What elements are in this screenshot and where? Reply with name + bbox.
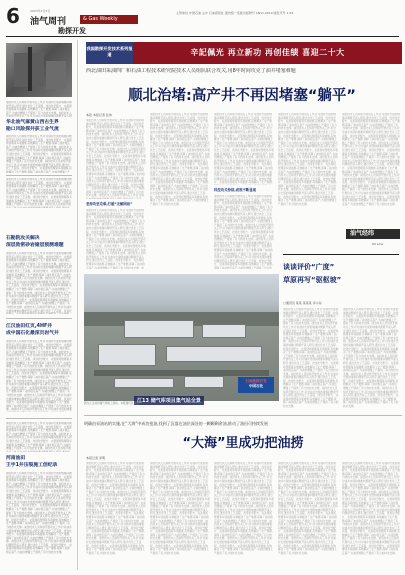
left-headline-3b: 成中国石化最深页岩气井 [6, 331, 59, 336]
sidebar-section-en: Oil Line [372, 242, 384, 246]
bottom-article-deck: 明确由采油站的实施,在“大海”中成功抢油,找到了沉落在油层深处的一颗颗剩余油,推动了油田可持续发展 [84, 421, 268, 426]
sidebar-section-title: 油气经纬 [346, 229, 400, 239]
article-body-col-2: 油田技术人员持续开展攻关工作,针对油井出现的堵塞问题展开深入研究,通过优化工艺流程、改进化学配方、完善现场管理等多项措施,有效解决了生产难题,保障了油井稳定高产,为油田增储上产提供了有力的技术支撑。油田技术人员持续开展攻关工作,针对油井出现的堵塞问题展开深入研究,通过优化工艺流程、改进化学配方、完善现场管理等多项措施,有效解决了生产难题,保障了油井稳定高产,为油田增储上产提供了有力的技术支撑。油田技术人员持续开展攻关工作,针对油井出现的堵塞问题展开深入研究,通过优化工艺流程、改进化学配方、完善现场管理等多项措施,有效解决了生产难题,保障了油井稳定高产,为油田增储上产提供了有力的技术支撑。油田技术人员持续开展攻关工作,针对油井出现的堵塞问题展开深入研究,通过优化工艺流程、改进化学配方、完善现场管理等多项措施,有效解决了生产难题,保障了油井稳定高产,为油田增储上产提供了有力的技术支撑。油田技术人员持续开展攻关工作,针对油井出现的堵塞问题展开深入研究,通过优化工艺流程、改进化学配方、完善现场管理等多项措施,有效解决了生产难题,保障了油井稳定高产,为油田增储上产提供了有力的技术支撑。油田技术人员持续开展攻关工作,针对油井出现的堵塞问题展开深入研究,通过优化工艺流程、改进化学配方、完善现场管理等多项措施,有效解决了生产难题,保障了油井稳定高产,为油田增储上产提供了有力的技术支撑。 [150, 113, 210, 206]
article-deck: 西北油田采油四厂和石油工程技术研究院技术人员组队联合攻关,用8年时间攻克了油井堵塞难题 [86, 68, 296, 74]
sidebar-body-col-1: 油田技术人员持续开展攻关工作,针对油井出现的堵塞问题展开深入研究,通过优化工艺流程、改进化学配方、完善现场管理等多项措施,有效解决了生产难题,保障了油井稳定高产,为油田增储上产提供了有力的技术支撑。油田技术人员持续开展攻关工作,针对油井出现的堵塞问题展开深入研究,通过优化工艺流程、改进化学配方、完善现场管理等多项措施,有效解决了生产难题,保障了油井稳定高产,为油田增储上产提供了有力的技术支撑。油田技术人员持续开展攻关工作,针对油井出现的堵塞问题展开深入研究,通过优化工艺流程、改进化学配方、完善现场管理等多项措施,有效解决了生产难题,保障了油井稳定高产,为油田增储上产提供了有力的技术支撑。油田技术人员持续开展攻关工作,针对油井出现的堵塞问题展开深入研究,通过优化工艺流程、改进化学配方、完善现场管理等多项措施,有效解决了生产难题,保障了油井稳定高产,为油田增储上产提供了有力的技术支撑。油田技术人员持续开展攻关工作,针对油井出现的堵塞问题展开深入研究,通过优化工艺流程、改进化学配方、完善现场管理等多项措施,有效解决了生产难题,保障了油井稳定高产,为油田增储上产提供了有力的技术支撑。油田技术人员持续开展攻关工作,针对油井出现的堵塞问题展开深入研究,通过优化工艺流程、改进化学配方、完善现场管理等多项措施,有效解决了生产难题,保障了油井稳定高产,为油田增储上产提供了有力的技术支撑。 [283, 308, 339, 409]
article-byline: 本报 本报记者 张伟 [86, 113, 112, 117]
article-body-col-5: 油田技术人员持续开展攻关工作,针对油井出现的堵塞问题展开深入研究,通过优化工艺流程、改进化学配方、完善现场管理等多项措施,有效解决了生产难题,保障了油井稳定高产,为油田增储上产提供了有力的技术支撑。油田技术人员持续开展攻关工作,针对油井出现的堵塞问题展开深入研究,通过优化工艺流程、改进化学配方、完善现场管理等多项措施,有效解决了生产难题,保障了油井稳定高产,为油田增储上产提供了有力的技术支撑。油田技术人员持续开展攻关工作,针对油井出现的堵塞问题展开深入研究,通过优化工艺流程、改进化学配方、完善现场管理等多项措施,有效解决了生产难题,保障了油井稳定高产,为油田增储上产提供了有力的技术支撑。油田技术人员持续开展攻关工作,针对油井出现的堵塞问题展开深入研究,通过优化工艺流程、改进化学配方、完善现场管理等多项措施,有效解决了生产难题,保障了油井稳定高产,为油田增储上产提供了有力的技术支撑。油田技术人员持续开展攻关工作,针对油井出现的堵塞问题展开深入研究,通过优化工艺流程、改进化学配方、完善现场管理等多项措施,有效解决了生产难题,保障了油井稳定高产,为油田增储上产提供了有力的技术支撑。油田技术人员持续开展攻关工作,针对油井出现的堵塞问题展开深入研究,通过优化工艺流程、改进化学配方、完善现场管理等多项措施,有效解决了生产难题,保障了油井稳定高产,为油田增储上产提供了有力的技术支撑。 [342, 113, 400, 206]
sub-section-title: 勘探开发 [58, 27, 86, 35]
series-banner-slogan: 辛記佩光 再立新功 再创佳绩 喜迎二十大 [133, 42, 402, 64]
column-divider [77, 40, 78, 570]
header-divider [6, 36, 399, 37]
sidebar-byline: □通讯员 某某 某某某 李小东 [283, 301, 322, 305]
bottom-article-headline: “大海”里成功把油捞 [182, 436, 304, 451]
left-column-body: 油田技术人员持续开展攻关工作,针对油井出现的堵塞问题展开深入研究,通过优化工艺流程、改进化学配方、完善现场管理等多项措施,有效解决了生产难题,保障了油井稳定高产,为油田增储上产提供了有力的技术支撑。油田技术人员持续开展攻关工作,针对油井出现的堵塞问题展开深入研究,通过优化工艺流程、改进化学配方、完善现场管理等多项措施,有效解决了生产难题,保障了油井稳定高产,为油田增储上产提供了有力的技术支撑。油田技术人员持续开展 [6, 178, 72, 207]
article-body-col-3: 油田技术人员持续开展攻关工作,针对油井出现的堵塞问题展开深入研究,通过优化工艺流程、改进化学配方、完善现场管理等多项措施,有效解决了生产难题,保障了油井稳定高产,为油田增储上产提供了有力的技术支撑。油田技术人员持续开展攻关工作,针对油井出现的堵塞问题展开深入研究,通过优化工艺流程、改进化学配方、完善现场管理等多项措施,有效解决了生产难题,保障了油井稳定高产,为油田增储上产提供了有力的技术支撑。油田技术人员持续开展攻关工作,针对油井出现的堵塞问题展开深入研究,通过优化工艺流程、改进化学配方、完善现场管理等多项措施,有效解决了生产难题,保障了油井稳定高产,为油田增储上产提供了有力的技术支撑。油田技术人员持续开展攻关工作,针对油井出现的堵塞问题展开深入研究,通过优化工艺流程、改进化学配方、完善现场管理等多项措施,有效解决了生产难题,保障了油井稳定高产,为油田增储上产提供了有力的技术支撑。油田技术人员持续开展攻关工作,针对油井出现的堵塞问题展开深入研究,通过优化工艺流程、改进化学配方、完善现场管理等多项措施,有效解决了生产难题, [214, 113, 274, 185]
article-body-col-1b: 油田技术人员持续开展攻关工作,针对油井出现的堵塞问题展开深入研究,通过优化工艺流程、改进化学配方、完善现场管理等多项措施,有效解决了生产难题,保障了油井稳定高产,为油田增储上产提供了有力的技术支撑。油田技术人员持续开展攻关工作,针对油井出现的堵塞问题展开深入研究,通过优化工艺流程、改进化学配方、完善现场管理等多项措施,有效解决了生产难题,保障了油井稳定高产,为油田增储上产提供了有力的技术支撑。油田技术人员持续开展攻关工作,针对油井出现的堵塞问题展开深入研究,通过优化工艺流程、改进化学配方、完善现场管理等多项措施,有效解决了生产难题,保障了油井稳定高产,为油田增储上产提供了有力的技术支撑。油田技术人员持续开展攻关工作,针对油井出现的堵塞问题展开深入研究,通过优化工艺流程、改进化学配方、完善现场管理等多项措施,有效解决了生产难题,保障了油井稳定高产,为油田增储上产提供了有力的技术支撑。油 [86, 209, 146, 269]
photo-banner: 江13 储气库项目集气站全景 [134, 396, 204, 405]
left-divider [6, 175, 72, 176]
left-divider [6, 418, 72, 419]
left-column-body: 油田技术人员持续开展攻关工作,针对油井出现的堵塞问题展开深入研究,通过优化工艺流程、改进化学配方、完善现场管理等多项措施,有效解决了生产难题,保障了油井稳定高产,为油田增储上产提供了有力的技术支撑。油田技术人员持续开展攻关工作,针对油井出现的堵塞问题展开深入研究,通过优化工艺流程、改进化学配方、完善现场管理等多项措施,有效解决了生产难题,保障了油井稳定高产,为油田增储上产提供了有力的技术支撑。油田技术人员持续开展攻关工作,针对油井出现的堵塞问题展开深入研究,通过优化工艺流程、改进化学配方、完善现场管理等多项措施,有效解决了生产难题,保障了油井稳定高产,为油田增储上产提供了有力的技术支撑。油田技术人员持续开展攻关工作,针对油井出现的堵塞问题展开深入研究,通过优化工艺流程、改进化学配方、完善现场管理等多项措施,有效解决了生产难题,保障了油井稳定高产,为油田增储上产提供了有力的技术支撑。油田技术人员持续开展攻关工作,针对油井出现的堵塞问题展开深入研究,通过优化工艺流程、改进化学配方、完善现场管理等多项措施,有效解决了生产难题,保障了油井稳定高产,为油田增储上产提供了有力的技术支撑。油田技术人员持续开展攻关工作,针对油井出现的堵塞问题展开深入研究,通过优化工艺流程、改进化学配方、完善现场管理等多项措施,有效解决了生产难题,保障了油井稳定高产,为油田增储上产提供了有力的技术支撑。 [6, 472, 72, 555]
left-headline-2b: 深层致密砂岩储层预测难题 [6, 243, 64, 248]
left-column-body: 油田技术人员持续开展攻关工作,针对油井出现的堵塞问题展开深入研究,通过优化工艺流程、改进化学配方、完善现场管理等多项措施,有效解决了生产难题,保障了油井稳定高产,为油田增储上产提供了有力的技术支撑。油田技术人员持续开展攻关工作,针对油井出现的堵塞问题展开深入研究,通过优化工艺流程、改进化学配方、完善现场管理等多项措施,有效解决了生产难题,保障了油井稳定高产,为油田增储上产提供了有力的技术支撑。油田技术人员持续开展攻关工作,针对油井出现的堵塞问题展开深入研究,通过优化工艺流程、改进化学配方、完善现场管理等多项措施,有效解决了生产难题,保障了油井稳定高产,为油田增储上产提供了有力的技术支撑。油田技术人员持续开展攻关工作,针对油井出现的堵塞问题展开深入研究,通过优化工艺流程、改进化学配方、完善现场管理等多项措施,有效解决了生产难题,保障了油井稳定高产,为油田增储上产提供了有力的技术支撑。油田技术人员持续开展攻关工作,针对油井出现的堵塞问题展开深入研究,通过优化工艺流程、改进化学配方、完善现场管理等多项措施,有效解决了生产难题,保障了油井稳定高产,为油田增储上产提供了有力的技术支撑。油田技术人员持续开展攻关工作,针对油井出现的堵塞 [6, 340, 72, 412]
sidebar-body-col-2: 油田技术人员持续开展攻关工作,针对油井出现的堵塞问题展开深入研究,通过优化工艺流程、改进化学配方、完善现场管理等多项措施,有效解决了生产难题,保障了油井稳定高产,为油田增储上产提供了有力的技术支撑。油田技术人员持续开展攻关工作,针对油井出现的堵塞问题展开深入研究,通过优化工艺流程、改进化学配方、完善现场管理等多项措施,有效解决了生产难题,保障了油井稳定高产,为油田增储上产提供了有力的技术支撑。油田技术人员持续开展攻关工作,针对油井出现的堵塞问题展开深入研究,通过优化工艺流程、改进化学配方、完善现场管理等多项措施,有效解决了生产难题,保障了油井稳定高产,为油田增储上产提供了有力的技术支撑。油田技术人员持续开展攻关工作,针对油井出现的堵塞问题展开深入研究,通过优化工艺流程、改进化学配方、完善现场管理等多项措施,有效解决了生产难题,保障了油井稳定高产,为油田增储上产提供了有力的技术支撑。油田技术人员持续开展攻关工作,针对油井出现的堵塞问题展开深入研究,通过优化工艺流程、改进化学配方、完善现场管理等多项措施,有效解决了生产难题,保障了油井稳定高产,为油田增储上产提供了有力的技术支撑。油田技术人员持续开展攻关工作,针对油井出现的堵塞问题展开深入研究,通过优化工艺流程、改进化学配方、完善现场管理等多项措施,有效解决了生产难题,保障了油井稳定高产,为油田增储上产提供了有力的技术支撑。 [343, 308, 399, 409]
left-column-photo [6, 43, 72, 97]
article-body-col-1: 油田技术人员持续开展攻关工作,针对油井出现的堵塞问题展开深入研究,通过优化工艺流程、改进化学配方、完善现场管理等多项措施,有效解决了生产难题,保障了油井稳定高产,为油田增储上产提供了有力的技术支撑。油田技术人员持续开展攻关工作,针对油井出现的堵塞问题展开深入研究,通过优化工艺流程、改进化学配方、完善现场管理等多项措施,有效解决了生产难题,保障了油井稳定高产,为油田增储上产提供了有力的技术支撑。油田技术人员持续开展攻关工作,针对油井出现的堵塞问题展开深入研究,通过优化工艺流程、改进化学配方、完善现场管理等多项措施,有效解决了生产难题,保障了油井稳定高产,为油田增储上产提供了有力的技术支撑。油田技术人员持续开展攻关工作,针对油井出现的堵塞问题展开深入研究,通过优化工艺流程、改进化学配方、完善现场管理等多项措施,有效解决了生产难题,保障了油井稳定高产,为油田增储上产提供了有力的技术支撑。油田技术人员持续开展攻关工作,针对油井出现的堵塞问题展开深入研究,通过优化工艺流程、改进化学配方、完善现场管理等多项措施,有效解决了生产难题,保障了油井稳定高产,为油田增储上产提供了有力的技术支撑。油田技术人员持续开展攻关工作,针对油 [86, 119, 146, 198]
left-headline-1a: 华北油气麻黄山西古生界 [6, 120, 59, 125]
sponsor-logo [238, 377, 274, 393]
article-subhead-2: 科技攻关持续,成效不断显现 [214, 188, 256, 192]
masthead-info: 主管单位 中国石油 主办 石油商报社 国内统一连续出版物号 CN11-0019 邮发代号 1-52 [176, 11, 294, 15]
left-headline-1b: 勘口风险探井获工业气流 [6, 127, 59, 132]
bottom-body-col-2: 油田技术人员持续开展攻关工作,针对油井出现的堵塞问题展开深入研究,通过优化工艺流程、改进化学配方、完善现场管理等多项措施,有效解决了生产难题,保障了油井稳定高产,为油田增储上产提供了有力的技术支撑。油田技术人员持续开展攻关工作,针对油井出现的堵塞问题展开深入研究,通过优化工艺流程、改进化学配方、完善现场管理等多项措施,有效解决了生产难题,保障了油井稳定高产,为油田增储上产提供了有力的技术支撑。油田技术人员持续开展攻关工作,针对油井出现的堵塞问题展开深入研究,通过优化工艺流程、改进化学配方、完善现场管理等多项措施,有效解决了生产难题,保障了油井稳定高产,为油田增储上产提供了有力的技术支撑。油田技术人员持续开展攻关工作,针对油井出现的堵塞问题展开深入研究,通过优化工艺流程、改进化学配方、完善现场管理等多项措施,有效解决了生产难题,保障了油井稳定高产,为油田增储上产提供了有力的技术支撑。油田技术人员持续开展攻关工作,针对油井出现的堵塞问题展开深入研究,通过优化工艺流程、改进化学配方、完善现场管理等多项措施,有效解决了生产难题,保障了油井稳定高产,为油田增储上产提供了有力的技术支撑。油田技术人员持续开展攻关工作,针对油井出现的堵塞问题展开深入研究,通过优化工艺流程、改进化学配方、完善现场管理等多项措施,有效解决了生产难题,保障了油井稳定高产,为油田增储上产提供了有力的技术支撑。 [150, 462, 210, 555]
main-headline: 顺北治堵:高产井不再因堵塞“躺平” [128, 88, 356, 104]
left-headline-3a: 江汉油田红页,4HF井 [6, 324, 53, 329]
left-headline-2a: 石勘院攻关解决 [6, 236, 40, 241]
article-subhead-1: 坚持攻坚克难,打破“无解困局” [86, 202, 133, 206]
left-column-body: 油田技术人员持续开展攻关工作,针对油井出现的堵塞问题展开深入研究,通过优化工艺流程、改进化学配方、完善现场管理等多项措施,有效解决了生产难题,保障了油井稳定高产,为油田增储上产提供了有力的技术支撑。油田技术人员持续开展攻关工作,针对油井出现的堵塞问题展开深入研究,通过优化工艺流程、改进化学配方、完善现场管理等多项措施,有效解决了生产难题,保障了油井稳定高产,为油田增储上产提供了有力的技术支撑。油田技术人员持续开展攻关工作,针对油井出现的堵塞问题展开深入研究,通过优化工艺流程、改进化学配方、完善现场管理等多项措施,有效解决了生产难题,保障了油井稳定高产,为油田增储上产提供了有力的技术支撑。油田技术人员持续开展攻关工作,针对油井出现的堵塞问题展开深入研究,通过优化工艺流程、改进化学配方、完善现场管理等多项措施,有效解决了生产难题,保障了油井稳定高产,为油田增储上产提供了有力的技术支撑。油田技术人员持续开展攻关工作,针对油井出现的堵塞问题展开深入研究,通过优化工艺流程、改进化 [6, 252, 72, 313]
bottom-body-col-5: 油田技术人员持续开展攻关工作,针对油井出现的堵塞问题展开深入研究,通过优化工艺流程、改进化学配方、完善现场管理等多项措施,有效解决了生产难题,保障了油井稳定高产,为油田增储上产提供了有力的技术支撑。油田技术人员持续开展攻关工作,针对油井出现的堵塞问题展开深入研究,通过优化工艺流程、改进化学配方、完善现场管理等多项措施,有效解决了生产难题,保障了油井稳定高产,为油田增储上产提供了有力的技术支撑。油田技术人员持续开展攻关工作,针对油井出现的堵塞问题展开深入研究,通过优化工艺流程、改进化学配方、完善现场管理等多项措施,有效解决了生产难题,保障了油井稳定高产,为油田增储上产提供了有力的技术支撑。油田技术人员持续开展攻关工作,针对油井出现的堵塞问题展开深入研究,通过优化工艺流程、改进化学配方、完善现场管理等多项措施,有效解决了生产难题,保障了油井稳定高产,为油田增储上产提供了有力的技术支撑。油田技术人员持续开展攻关工作,针对油井出现的堵塞问题展开深入研究,通过优化工艺流程、改进化学配方、完善现场管理等多项措施,有效解决了生产难题,保障了油井稳定高产,为油田增储上产提供了有力的技术支撑。油田技术人员持续开展攻关工作,针对油井出现的堵塞问题展开深入研究,通过优化工艺流程、改进化学配方、完善现场管理等多项措施,有效解决了生产难题,保障了油井稳定高产,为油田增储上产提供了有力的技术支撑。 [342, 462, 400, 555]
sponsor-logo-line-2: 中国石化 [248, 384, 264, 388]
sidebar-headline-2: 草原再写“驱枢坡” [283, 276, 342, 284]
sponsor-logo-line-1: 石油勘探开发 [245, 379, 267, 383]
weekly-logo: & Gas Weekly [80, 15, 138, 24]
left-headline-4a: 河南油田 [6, 456, 26, 461]
article-body-col-4: 油田技术人员持续开展攻关工作,针对油井出现的堵塞问题展开深入研究,通过优化工艺流程、改进化学配方、完善现场管理等多项措施,有效解决了生产难题,保障了油井稳定高产,为油田增储上产提供了有力的技术支撑。油田技术人员持续开展攻关工作,针对油井出现的堵塞问题展开深入研究,通过优化工艺流程、改进化学配方、完善现场管理等多项措施,有效解决了生产难题,保障了油井稳定高产,为油田增储上产提供了有力的技术支撑。油田技术人员持续开展攻关工作,针对油井出现的堵塞问题展开深入研究,通过优化工艺流程、改进化学配方、完善现场管理等多项措施,有效解决了生产难题,保障了油井稳定高产,为油田增储上产提供了有力的技术支撑。油田技术人员持续开展攻关工作,针对油井出现的堵塞问题展开深入研究,通过优化工艺流程、改进化学配方、完善现场管理等多项措施,有效解决了生产难题,保障了油井稳定高产,为油田增储上产提供了有力的技术支撑。油田技术人员持续开展攻关工作,针对油井出现的堵塞问题展开深入研究,通过优化工艺流程、改进化学配方、完善现场管理等多项措施,有效解决了生产难题,保障了油井稳定高产,为油田增储上产提供了有力的技术支撑。油田技术人员持续开展攻关工作,针对油井出现的堵塞问题展开深入研究,通过优化工艺流程、改进化学配方、完善现场管理等多项措施,有效解决了生产难题,保障了油井稳定高产,为油田增储上产提供了有力的技术支撑。 [278, 113, 338, 206]
date-line: 2023年1月3日 [30, 9, 51, 13]
photo-caption: 图为江汉油田储气库施工现场。本报通讯员 摄影 [84, 402, 140, 405]
sidebar-headline-1: 谈谈评价“广度” [283, 263, 335, 271]
page-number: 6 [6, 4, 20, 28]
bottom-body-col-3: 油田技术人员持续开展攻关工作,针对油井出现的堵塞问题展开深入研究,通过优化工艺流程、改进化学配方、完善现场管理等多项措施,有效解决了生产难题,保障了油井稳定高产,为油田增储上产提供了有力的技术支撑。油田技术人员持续开展攻关工作,针对油井出现的堵塞问题展开深入研究,通过优化工艺流程、改进化学配方、完善现场管理等多项措施,有效解决了生产难题,保障了油井稳定高产,为油田增储上产提供了有力的技术支撑。油田技术人员持续开展攻关工作,针对油井出现的堵塞问题展开深入研究,通过优化工艺流程、改进化学配方、完善现场管理等多项措施,有效解决了生产难题,保障了油井稳定高产,为油田增储上产提供了有力的技术支撑。油田技术人员持续开展攻关工作,针对油井出现的堵塞问题展开深入研究,通过优化工艺流程、改进化学配方、完善现场管理等多项措施,有效解决了生产难题,保障了油井稳定高产,为油田增储上产提供了有力的技术支撑。油田技术人员持续开展攻关工作,针对油井出现的堵塞问题展开深入研究,通过优化工艺流程、改进化学配方、完善现场管理等多项措施,有效解决了生产难题,保障了油井稳定高产,为油田增储上产提供了有力的技术支撑。油田技术人员持续开展攻关工作,针对油井出现的堵塞问题展开深入研究,通过优化工艺流程、改进化学配方、完善现场管理等多项措施,有效解决了生产难题,保障了油井稳定高产,为油田增储上产提供了有力的技术支撑。 [214, 462, 274, 555]
sidebar-divider [283, 254, 399, 255]
left-column-body: 油田技术人员持续开展攻关工作,针对油井出现的堵塞问题展开深入研究,通过优化工艺流程、改进化学配方、完善现场管理等多项措施,有效解决了生产难题,保障了油井稳定高产,为油田增储上产提供了有力的技术支撑。油田技术人员持续开展攻关工作,针对油井出现的堵塞问题展开深入研究,通过优化工艺流程、改进化学配方、完善现场管理等多项措施,有效解决了生产难题,保障了油井稳定高产,为油田增储上产提供了有力的技术支撑。油田技术人员持续开展 [6, 422, 72, 451]
bottom-body-col-4: 油田技术人员持续开展攻关工作,针对油井出现的堵塞问题展开深入研究,通过优化工艺流程、改进化学配方、完善现场管理等多项措施,有效解决了生产难题,保障了油井稳定高产,为油田增储上产提供了有力的技术支撑。油田技术人员持续开展攻关工作,针对油井出现的堵塞问题展开深入研究,通过优化工艺流程、改进化学配方、完善现场管理等多项措施,有效解决了生产难题,保障了油井稳定高产,为油田增储上产提供了有力的技术支撑。油田技术人员持续开展攻关工作,针对油井出现的堵塞问题展开深入研究,通过优化工艺流程、改进化学配方、完善现场管理等多项措施,有效解决了生产难题,保障了油井稳定高产,为油田增储上产提供了有力的技术支撑。油田技术人员持续开展攻关工作,针对油井出现的堵塞问题展开深入研究,通过优化工艺流程、改进化学配方、完善现场管理等多项措施,有效解决了生产难题,保障了油井稳定高产,为油田增储上产提供了有力的技术支撑。油田技术人员持续开展攻关工作,针对油井出现的堵塞问题展开深入研究,通过优化工艺流程、改进化学配方、完善现场管理等多项措施,有效解决了生产难题,保障了油井稳定高产,为油田增储上产提供了有力的技术支撑。油田技术人员持续开展攻关工作,针对油井出现的堵塞问题展开深入研究,通过优化工艺流程、改进化学配方、完善现场管理等多项措施,有效解决了生产难题,保障了油井稳定高产,为油田增储上产提供了有力的技术支撑。 [278, 462, 338, 555]
bottom-body-col-1: 油田技术人员持续开展攻关工作,针对油井出现的堵塞问题展开深入研究,通过优化工艺流程、改进化学配方、完善现场管理等多项措施,有效解决了生产难题,保障了油井稳定高产,为油田增储上产提供了有力的技术支撑。油田技术人员持续开展攻关工作,针对油井出现的堵塞问题展开深入研究,通过优化工艺流程、改进化学配方、完善现场管理等多项措施,有效解决了生产难题,保障了油井稳定高产,为油田增储上产提供了有力的技术支撑。油田技术人员持续开展攻关工作,针对油井出现的堵塞问题展开深入研究,通过优化工艺流程、改进化学配方、完善现场管理等多项措施,有效解决了生产难题,保障了油井稳定高产,为油田增储上产提供了有力的技术支撑。油田技术人员持续开展攻关工作,针对油井出现的堵塞问题展开深入研究,通过优化工艺流程、改进化学配方、完善现场管理等多项措施,有效解决了生产难题,保障了油井稳定高产,为油田增储上产提供了有力的技术支撑。油田技术人员持续开展攻关工作,针对油井出现的堵塞问题展开深入研究,通过优化工艺流程、改进化学配方、完善现场管理等多项措施,有效解决了生产难题,保障了油井稳定高产,为油田增储上产提供了有力的技术支撑。油田技术人员持续开展攻关工作,针对油井出现的堵塞问题展开深入研究,通过优化工艺流程、改进化学配方、完善现场管理等多项措施,有效解决了生产难题,保障了油井稳定高产,为油田增储上产提供了有力的技术支撑。 [86, 462, 146, 555]
section-title: 油气周刊 [30, 17, 67, 27]
bottom-article-byline: 本报记者 李明 [86, 456, 105, 460]
article-body-col-3b: 油田技术人员持续开展攻关工作,针对油井出现的堵塞问题展开深入研究,通过优化工艺流程、改进化学配方、完善现场管理等多项措施,有效解决了生产难题,保障了油井稳定高产,为油田增储上产提供了有力的技术支撑。油田技术人员持续开展攻关工作,针对油井出现的堵塞问题展开深入研究,通过优化工艺流程、改进化学配方、完善现场管理等多项措施,有效解决了生产难题,保障了油井稳定高产,为油田增储上产提供了有力的技术支撑。油田技术人员持续开展攻关工作,针对油井出现的堵塞问题展开深入研究,通过优化工艺流程、改进化学配方、完善现场管理等多项措施,有效解决了生产难题,保障了油井稳定高产,为油田增储上产提供了有力的技术支撑。油田技术人员持续开展攻关工作,针对油井出现的堵塞问题展开深入研究,通过优化工艺流程、改进化学配方、完善现场管理等多项措施,有效解决了生产难题,保障了油井稳定高产,为油田增储上产提供了有力的技术支撑。油田技术人员持续开展攻关工作,针对油井出现的堵塞问题展开深入研究,通过优化工艺流程、改进化学配方、完善现场管理等多项措施,有效解决了生产难题,保障了油井稳定高产,为油田增储上产提供了有力的 [214, 195, 274, 269]
left-column-body: 油田技术人员持续开展攻关工作,针对油井出现的堵塞问题展开深入研究,通过优化工艺流程、改进化学配方、完善现场管理等多项措施,有效解决了生产难题,保障了油井稳定高产,为油田增储上产提供了有力的技术支撑。油田技术人员持续开展攻关工作,针对油井出现的堵塞问题展开深入研 [6, 101, 72, 117]
left-column-body: 油田技术人员持续开展攻关工作,针对油井出现的堵塞问题展开深入研究,通过优化工艺流程、改进化学配方、完善现场管理等多项措施,有效解决了生产难题,保障了油井稳定高产,为油田增储上产提供了有力的技术支撑。油田技术人员持续开展攻关工作,针对油井出现的堵塞问题展开深入研究,通过优化工艺流程、改进化学配方、完善现场管理等多项措施,有效解决了生产难题,保障了油井稳定高产,为油田增储上产提供了有力的技术支撑。油田技术人员持续开展攻关工作,针对油井出现的堵塞问题展开深入研究,通过优化工艺流程、改进化学配方、完善现场管理等多项措施,有效解决了生产难题,保障了油井稳定高产,为油田增储上产 [6, 135, 72, 173]
series-banner-label: 我国勘探开发技术系列报道 [86, 42, 133, 64]
left-headline-4b: 王宇1井压裂施工创纪录 [6, 463, 58, 468]
left-divider [6, 318, 72, 319]
section-divider [84, 415, 402, 416]
